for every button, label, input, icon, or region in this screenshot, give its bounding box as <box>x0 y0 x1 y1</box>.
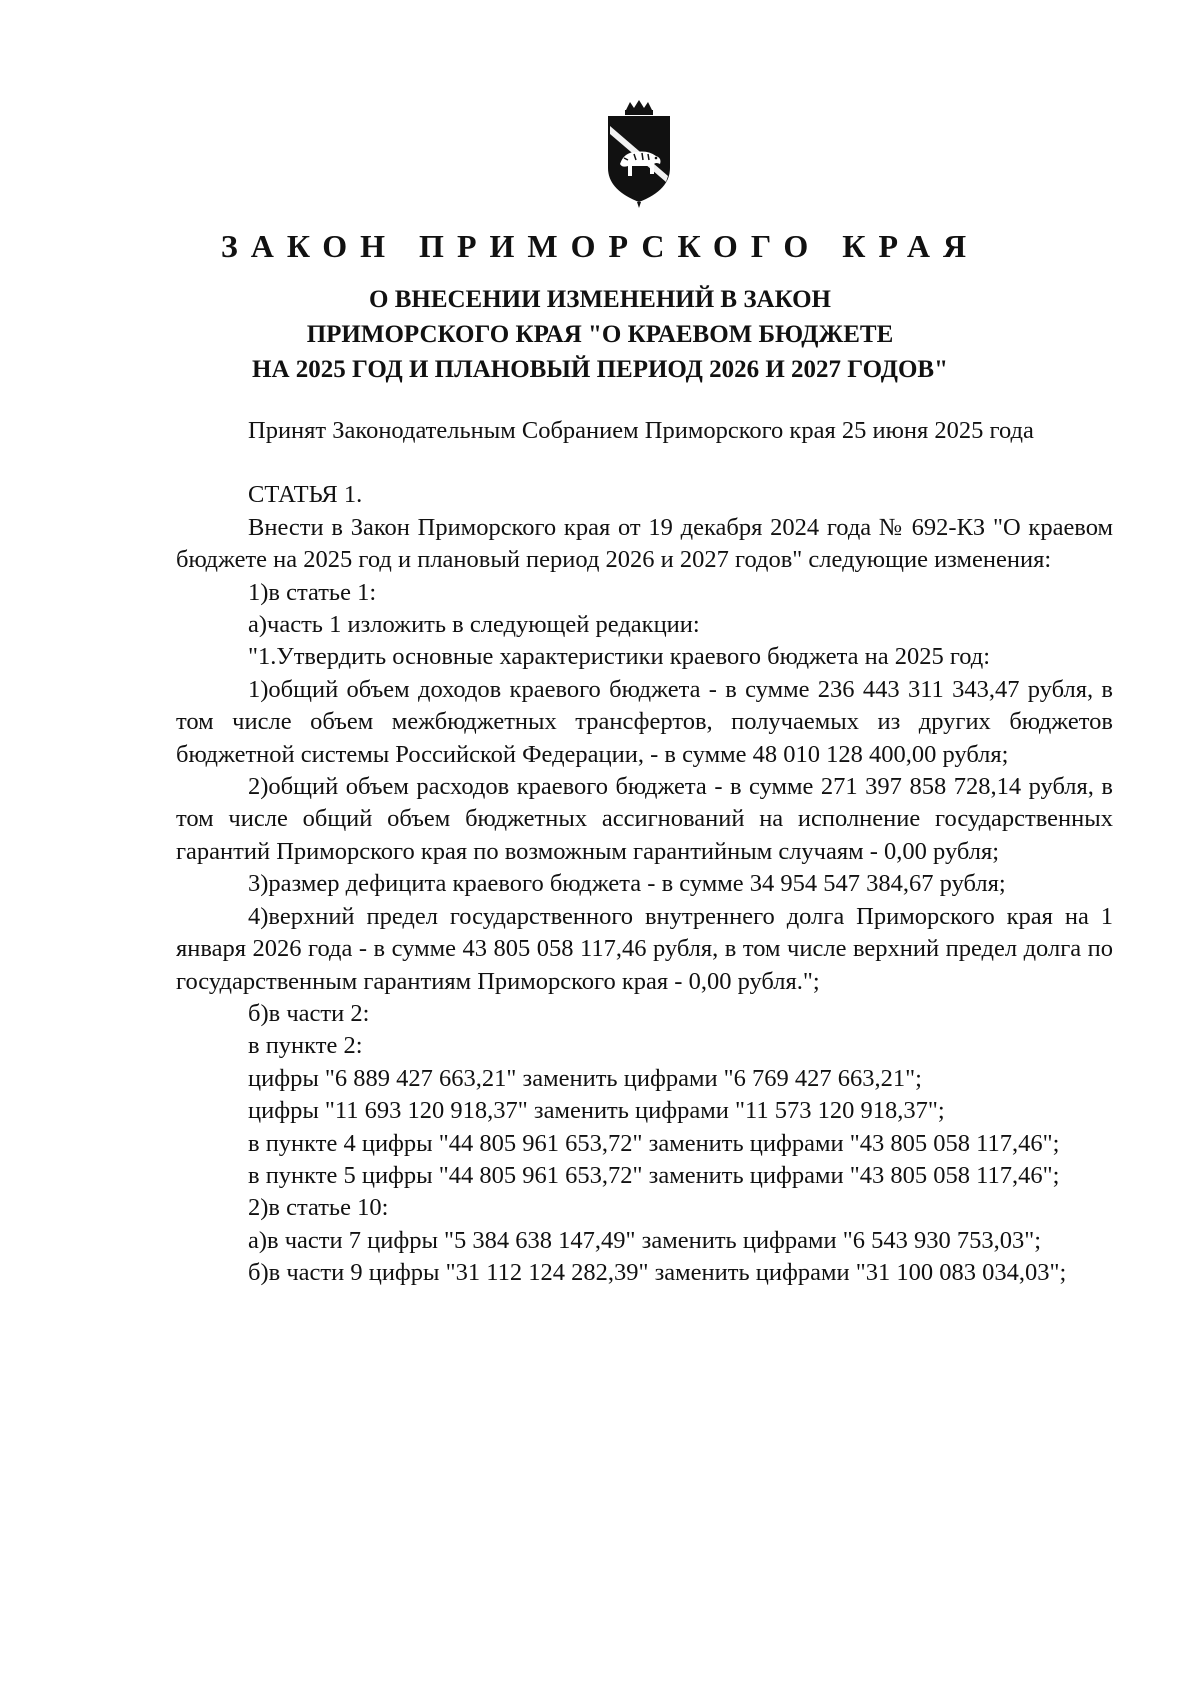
subtitle-line: О ВНЕСЕНИИ ИЗМЕНЕНИЙ В ЗАКОН <box>369 286 831 313</box>
article-paragraph: 1)общий объем доходов краевого бюджета - в сумме 236 443 311 343,47 рубля, в том числе объем межбюджетных трансфертов, получаемых из других бюджетов бюджетной системы Российской Федерации, - в сумме 48 010 128 400,00 рубля; <box>176 675 1113 768</box>
document-body <box>176 415 1113 1290</box>
subtitle-line: НА 2025 ГОД И ПЛАНОВЫЙ ПЕРИОД 2026 И 2027 ГОДОВ" <box>252 356 948 383</box>
article-paragraph: цифры "11 693 120 918,37" заменить цифрами "11 573 120 918,37"; <box>248 1097 945 1125</box>
article-paragraph: Внести в Закон Приморского края от 19 декабря 2024 года № 692-КЗ "О краевом бюджете на 2025 год и плановый период 2026 и 2027 годов" следующие изменения: <box>176 513 1113 574</box>
article-paragraph: в пункте 5 цифры "44 805 961 653,72" заменить цифрами "43 805 058 117,46"; <box>248 1161 1060 1189</box>
article-paragraph: а)часть 1 изложить в следующей редакции: <box>248 611 700 639</box>
article-paragraph: 3)размер дефицита краевого бюджета - в сумме 34 954 547 384,67 рубля; <box>248 870 1006 898</box>
article-paragraph: б)в части 9 цифры "31 112 124 282,39" заменить цифрами "31 100 083 034,03"; <box>248 1259 1067 1287</box>
law-title: ЗАКОН ПРИМОРСКОГО КРАЯ <box>220 228 980 264</box>
article-heading: СТАТЬЯ 1. <box>248 481 363 509</box>
article-paragraph: "1.Утвердить основные характеристики краевого бюджета на 2025 год: <box>248 643 991 671</box>
adoption-statement: Принят Законодательным Собранием Приморского края 25 июня 2025 года <box>248 417 1034 444</box>
article-paragraph: б)в части 2: <box>248 999 370 1027</box>
article-paragraph: 2)в статье 10: <box>248 1194 389 1222</box>
article-paragraph: в пункте 2: <box>248 1032 363 1060</box>
subtitle-line: ПРИМОРСКОГО КРАЯ "О КРАЕВОМ БЮДЖЕТЕ <box>306 321 894 348</box>
article-paragraph: в пункте 4 цифры "44 805 961 653,72" заменить цифрами "43 805 058 117,46"; <box>248 1129 1060 1157</box>
article-paragraph: а)в части 7 цифры "5 384 638 147,49" заменить цифрами "6 543 930 753,03"; <box>248 1226 1042 1254</box>
coat-of-arms-icon <box>604 98 674 210</box>
article-paragraph: 2)общий объем расходов краевого бюджета - в сумме 271 397 858 728,14 рубля, в том числе общий объем бюджетных ассигнований на исполнение государственных гарантий Приморского края по возможным гарантийным случаям - 0,00 рубля; <box>176 773 1113 865</box>
law-subtitle <box>200 282 1000 387</box>
article-paragraph: 1)в статье 1: <box>248 578 377 606</box>
article-paragraph: 4)верхний предел государственного внутреннего долга Приморского края на 1 января 2026 года - в сумме 43 805 058 117,46 рубля, в том числе верхний предел долга по государственным гарантиям Приморского края - 0,00 рубля."; <box>176 902 1113 995</box>
article-paragraph: цифры "6 889 427 663,21" заменить цифрами "6 769 427 663,21"; <box>248 1064 922 1092</box>
